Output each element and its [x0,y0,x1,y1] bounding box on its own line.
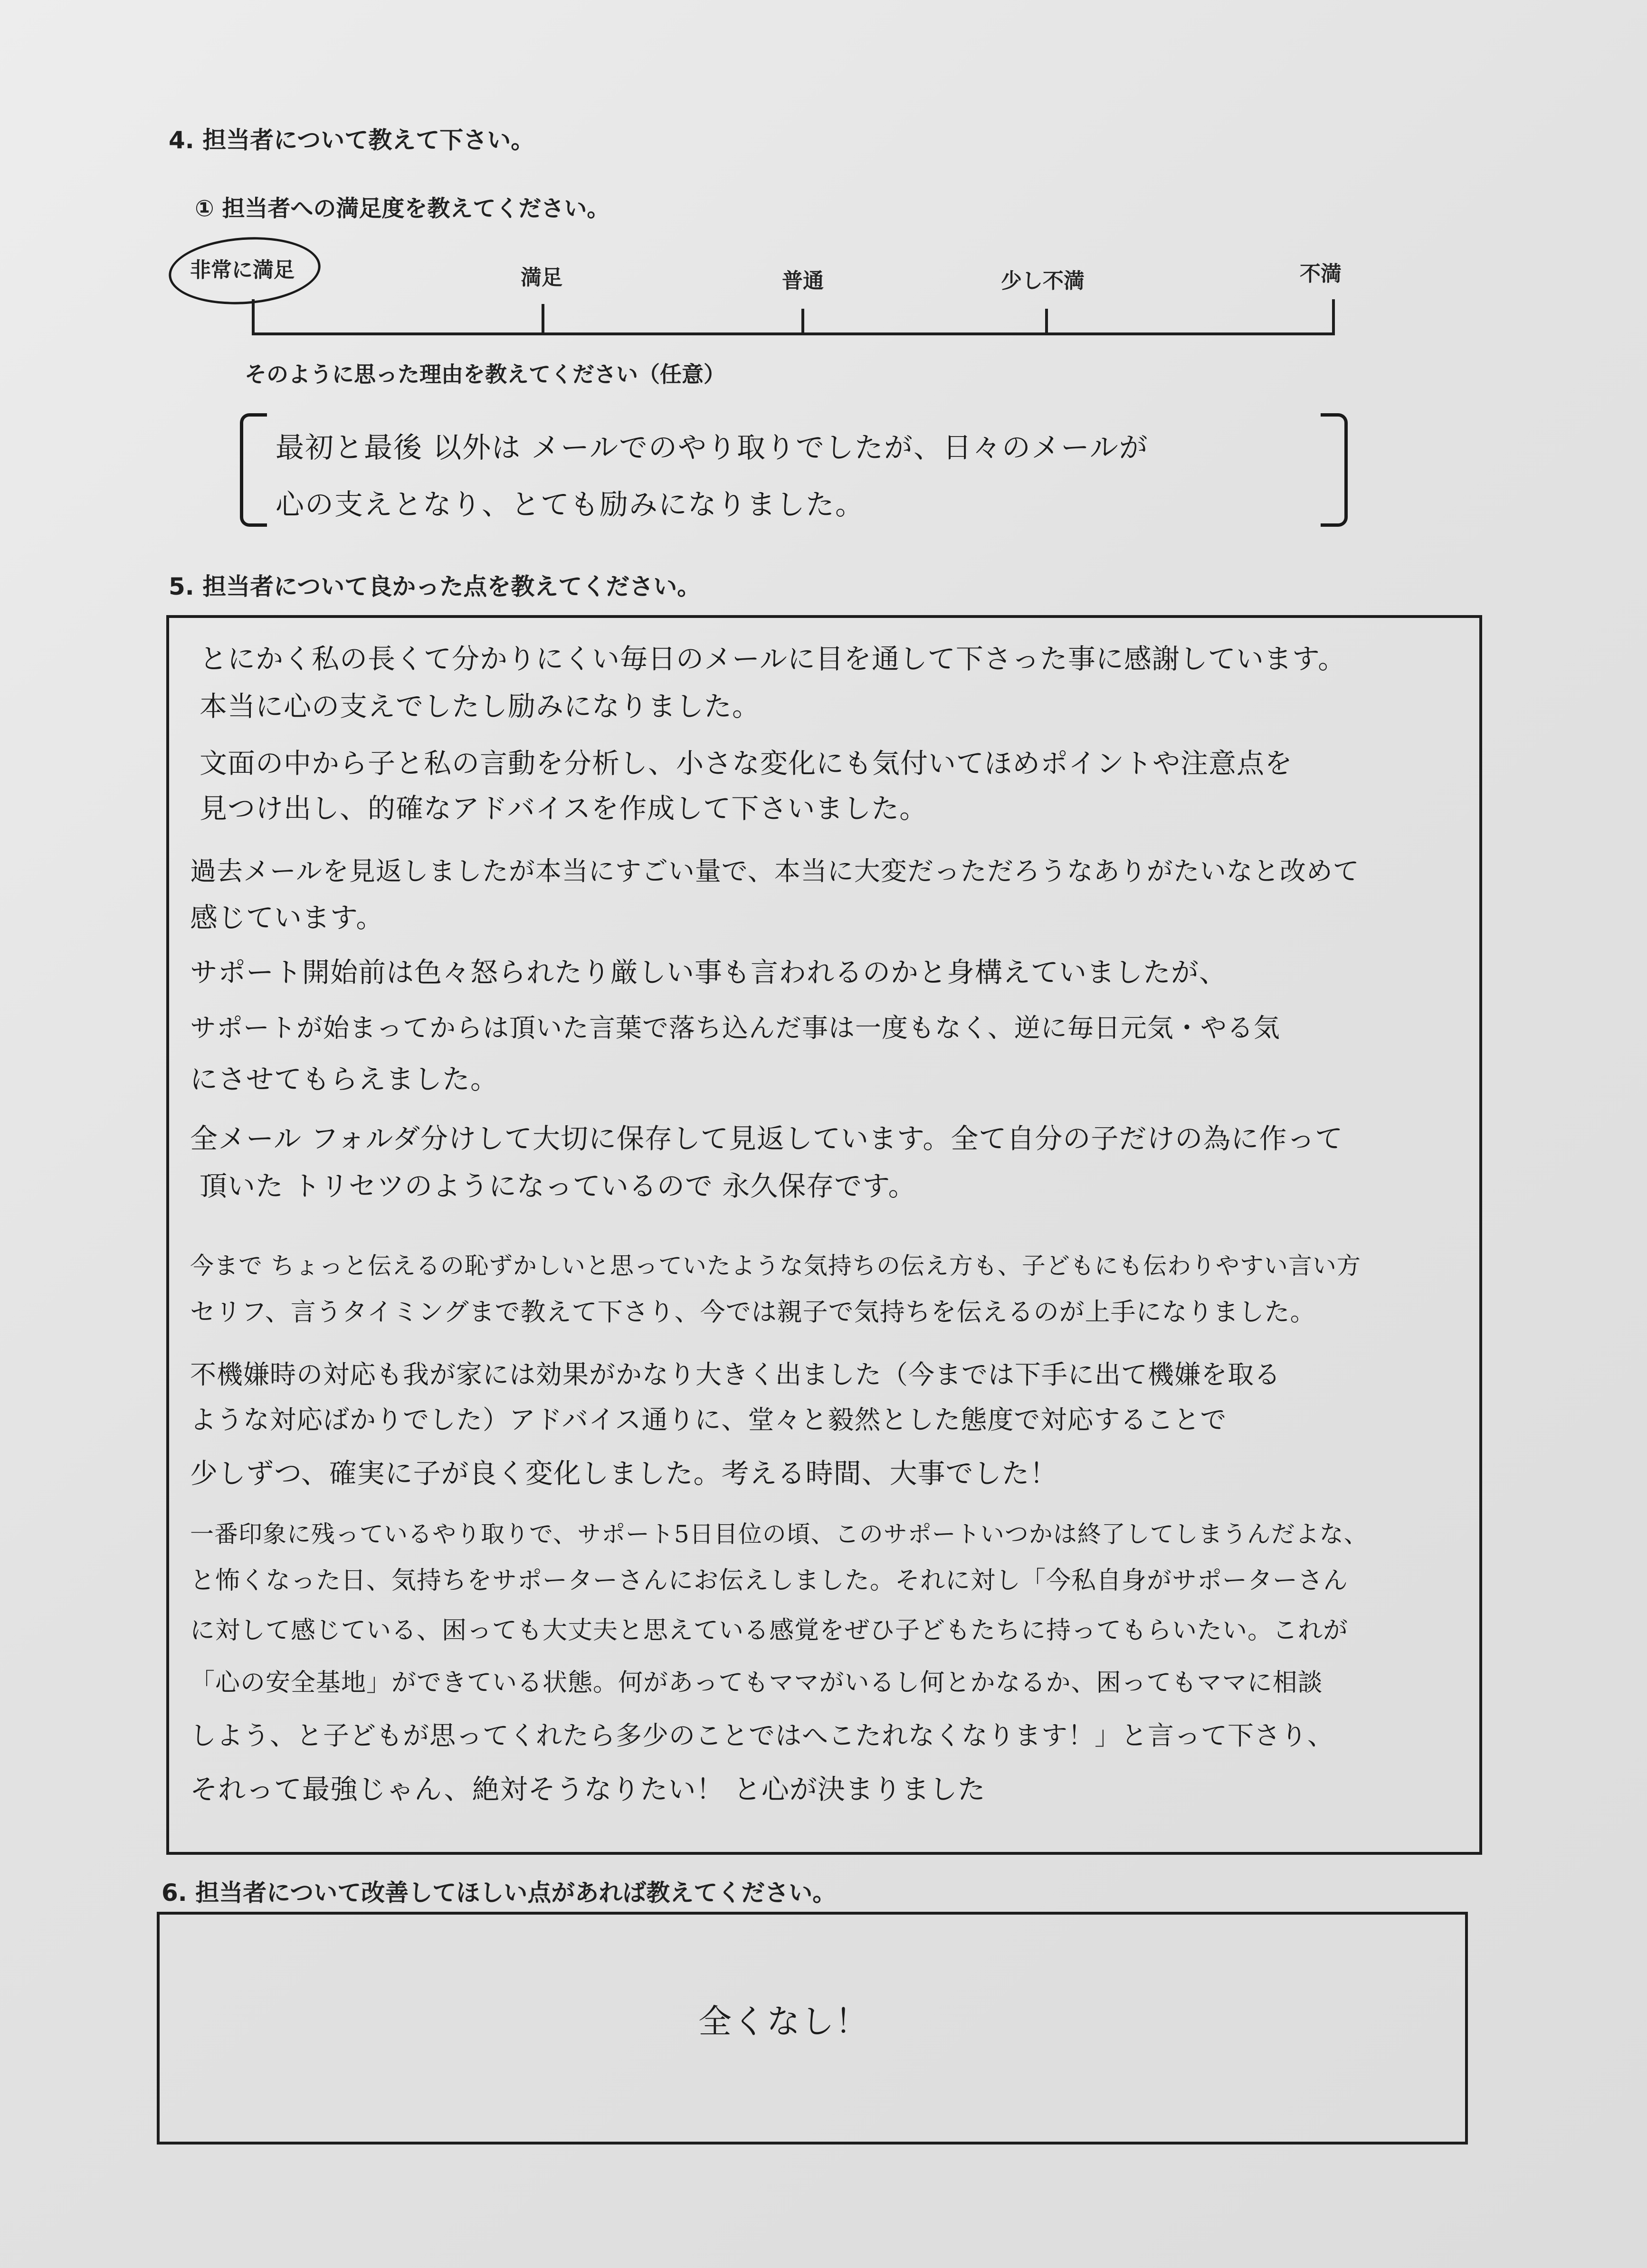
scale-tick [252,299,255,335]
answer-line: 文面の中から子と私の言動を分析し、小さな変化にも気付いてほめポイントや注意点を [200,747,1293,779]
satisfaction-question: ① 担当者への満足度を教えてください。 [195,195,610,222]
answer-line: 見つけ出し、的確なアドバイスを作成して下さいました。 [200,792,928,825]
scale-label-dissatisfied: 不満 [1300,262,1342,286]
answer-line: 「心の安全基地」ができている状態。何があってもママがいるし何とかなるか、困ってもママに相談 [190,1669,1323,1697]
answer-line: とにかく私の長くて分かりにくい毎日のメールに目を通して下さった事に感謝しています。 [200,643,1346,675]
reason-bracket-right [1321,413,1348,527]
section4-heading: 4. 担当者について教えて下さい。 [169,126,535,154]
reason-label: そのように思った理由を教えてください（任意） [245,361,725,387]
answer-line: ような対応ばかりでした）アドバイス通りに、堂々と毅然とした態度で対応することで [190,1404,1227,1435]
scale-label-satisfied: 満足 [521,266,562,290]
section5-heading: 5. 担当者について良かった点を教えてください。 [169,573,701,600]
answer-line: それって最強じゃん、絶対そうなりたい！ と心が決まりました [190,1773,986,1805]
answer-line: 頂いた トリセツのようになっているので 永久保存です。 [200,1170,916,1202]
answer-line: サポートが始まってからは頂いた言葉で落ち込んだ事は一度もなく、逆に毎日元気・やる気 [190,1013,1280,1043]
scale-label-slightly-dissatisfied: 少し不満 [1001,269,1085,293]
answer-line: サポート開始前は色々怒られたり厳しい事も言われるのかと身構えていましたが、 [190,956,1228,988]
scale-tick [1045,309,1048,335]
answer-line: に対して感じている、困っても大丈夫と思えている感覚をぜひ子どもたちに持ってもらいたい。これが [190,1616,1349,1645]
answer-line: 少しずつ、確実に子が良く変化しました。考える時間、大事でした！ [190,1457,1058,1490]
reason-line: 心の支えとなり、とても励みになりました。 [276,488,865,522]
scale-tick [801,309,804,335]
answer-line: と怖くなった日、気持ちをサポーターさんにお伝えしました。それに対し「今私自身がサポーターさん [190,1566,1349,1595]
satisfaction-scale-line [252,332,1335,335]
reason-line: 最初と最後 以外は メールでのやり取りでしたが、日々のメールが [276,431,1149,465]
scale-label-neutral: 普通 [782,269,824,293]
answer-line: 本当に心の支えでしたし励みになりました。 [200,690,761,722]
scale-tick [542,304,544,335]
answer-line: しよう、と子どもが思ってくれたら多少のことではへこたれなくなります！」と言って下さり、 [190,1720,1334,1751]
answer-line: 今まで ちょっと伝えるの恥ずかしいと思っていたような気持ちの伝え方も、子どもにも伝わりやすい言い方 [190,1252,1361,1280]
answer-line: にさせてもらえました。 [190,1063,499,1095]
improvement-answer: 全くなし！ [698,2002,869,2041]
answer-line: セリフ、言うタイミングまで教えて下さり、今では親子で気持ちを伝えるのが上手になりました。 [190,1298,1316,1327]
answer-line: 一番印象に残っているやり取りで、サポート5日目位の頃、このサポートいつかは終了してしまうんだよな、 [190,1520,1368,1548]
scale-label-very-satisfied: 非常に満足 [190,258,295,282]
answer-line: 不機嫌時の対応も我が家には効果がかなり大きく出ました（今までは下手に出て機嫌を取る [190,1359,1281,1390]
scale-tick [1332,299,1335,335]
answer-line: 感じています。 [190,902,384,934]
answer-line: 全メール フォルダ分けして大切に保存して見返しています。全て自分の子だけの為に作って [190,1122,1343,1155]
section6-heading: 6. 担当者について改善してほしい点があれば教えてください。 [162,1879,837,1907]
reason-bracket-left [240,413,267,527]
answer-line: 過去メールを見返しましたが本当にすごい量で、本当に大変だっただろうなありがたいなと改めて [190,856,1360,886]
